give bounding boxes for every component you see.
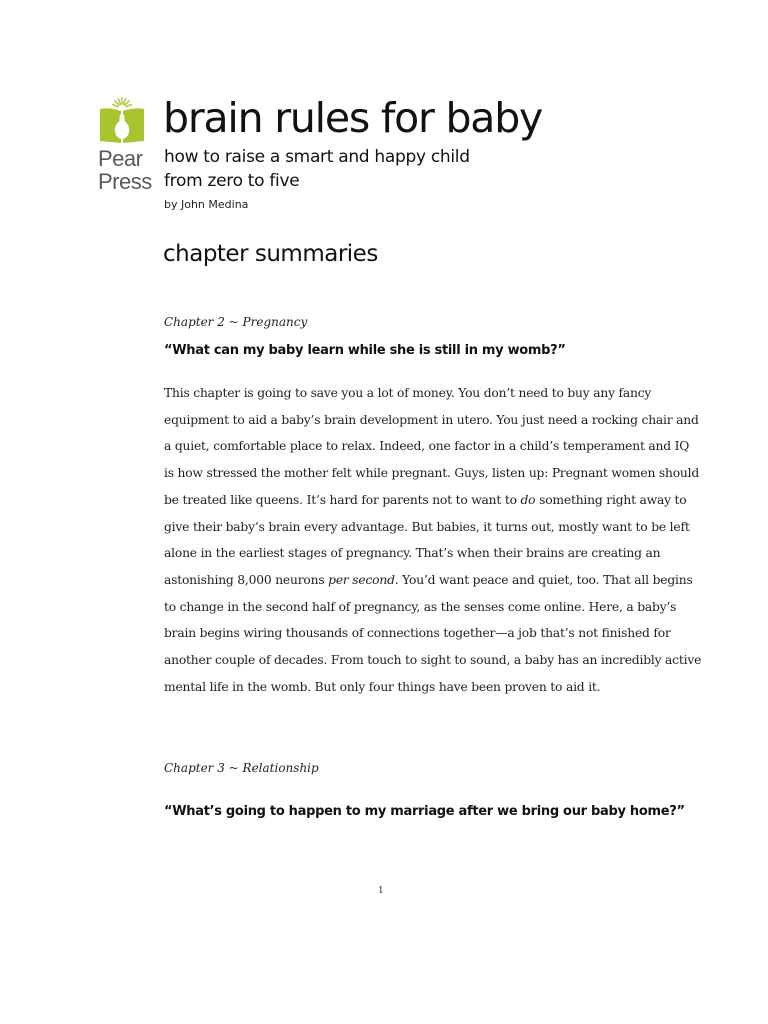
book-subtitle	[164, 145, 470, 193]
section-heading: chapter summaries	[163, 241, 378, 267]
logo-ray	[118, 99, 120, 105]
subtitle-line-1: how to raise a smart and happy child	[164, 147, 470, 167]
book-title: brain rules for baby	[163, 94, 543, 142]
emphasis-text: per second	[328, 572, 395, 587]
pear-press-logo	[98, 97, 150, 197]
body-text-line: to change in the second half of pregnancy, as the senses come online. Here, a baby’s	[164, 599, 677, 614]
body-text-line: This chapter is going to save you a lot of money. You don’t need to buy any fancy	[164, 386, 652, 400]
chapter-2-body	[164, 380, 702, 700]
chapter-2-label: Chapter 2 ~ Pregnancy	[164, 315, 308, 329]
body-text-line: equipment to aid a baby’s brain development in utero. You just need a rocking chair and	[164, 412, 699, 427]
logo-word-pear: Pear	[98, 146, 143, 171]
body-text-line: is how stressed the mother felt while pregnant. Guys, listen up: Pregnant women should	[164, 466, 700, 481]
author-byline: by John Medina	[164, 198, 249, 211]
chapter-3-label: Chapter 3 ~ Relationship	[164, 761, 319, 775]
logo-word-press: Press	[98, 169, 152, 194]
body-text-line: brain begins wiring thousands of connections together—a job that’s not finished for	[164, 626, 671, 641]
subtitle-line-2: from zero to five	[164, 171, 300, 191]
logo-ray	[123, 99, 125, 105]
body-text-line: alone in the earliest stages of pregnancy. That’s when their brains are creating an	[164, 546, 661, 561]
logo-ray	[126, 105, 132, 107]
emphasis-text: do	[520, 492, 536, 507]
body-text-line: mental life in the womb. But only four things have been proven to aid it.	[164, 679, 601, 694]
logo-ray	[113, 105, 119, 107]
page-number: 1	[378, 886, 384, 896]
logo-ray	[125, 101, 129, 105]
chapter-3-question: “What’s going to happen to my marriage after we bring our baby home?”	[164, 804, 685, 819]
body-text-line: be treated like queens. It’s hard for parents not to want to do something right away to	[164, 492, 687, 507]
chapter-2-question: “What can my baby learn while she is still in my womb?”	[164, 343, 566, 358]
logo-ray	[115, 101, 119, 105]
logo-wordmark	[98, 147, 152, 193]
body-text-line: give their baby’s brain every advantage. But babies, it turns out, mostly want to be left	[164, 519, 690, 534]
body-text-line: another couple of decades. From touch to sight to sound, a baby has an incredibly active	[164, 653, 702, 668]
body-text-line: astonishing 8,000 neurons per second. You’d want peace and quiet, too. That all begins	[164, 572, 693, 587]
pear-book-icon	[98, 97, 146, 143]
body-text-line: a quiet, comfortable place to relax. Indeed, one factor in a child’s temperament and IQ	[164, 439, 690, 454]
